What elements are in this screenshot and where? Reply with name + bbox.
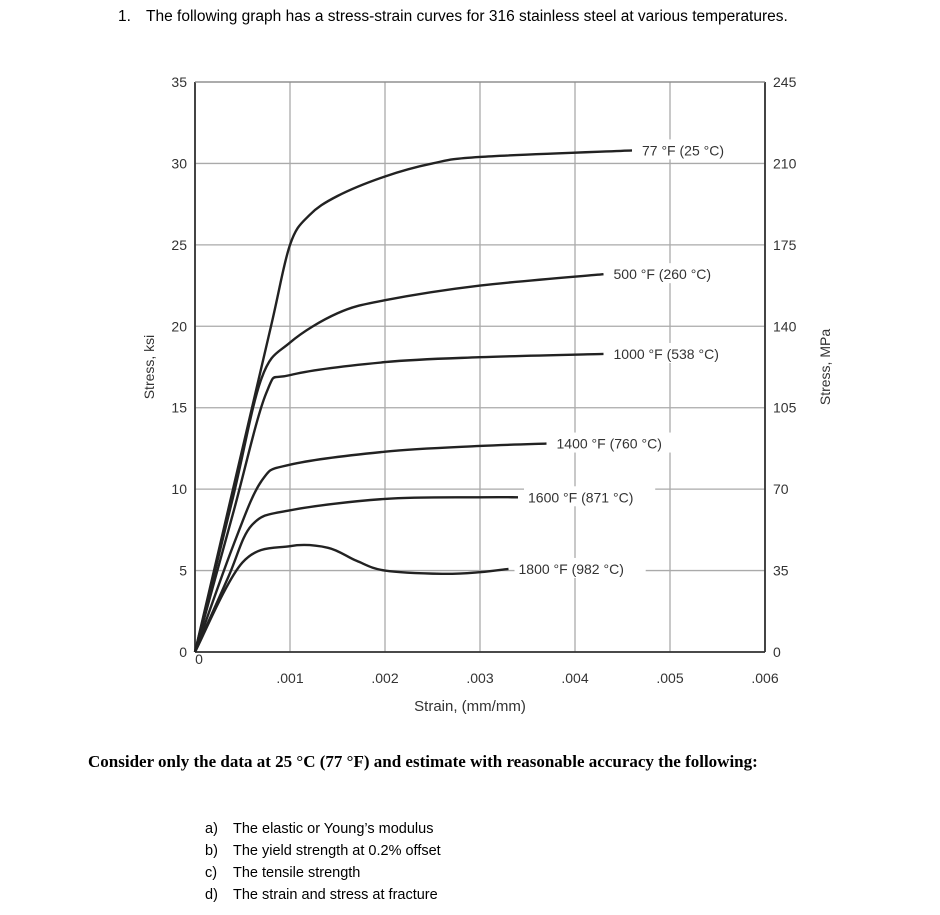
part-letter: b) xyxy=(205,843,218,859)
part-text: The strain and stress at fracture xyxy=(233,887,438,903)
y-tick-label-left: 15 xyxy=(171,399,187,416)
y-tick-label-left: 25 xyxy=(171,236,187,253)
part-item xyxy=(205,884,441,906)
y-tick-label-left: 5 xyxy=(179,562,187,579)
part-letter: a) xyxy=(205,821,218,837)
part-item xyxy=(205,840,441,862)
series-label: 1800 °F (982 °C) xyxy=(518,560,624,577)
x-tick-label: .004 xyxy=(561,670,589,686)
part-letter: c) xyxy=(205,865,218,881)
part-text: The yield strength at 0.2% offset xyxy=(233,843,441,859)
x-axis-label: Strain, (mm/mm) xyxy=(414,698,526,715)
question-number: 1. xyxy=(118,8,131,25)
series-label: 1400 °F (760 °C) xyxy=(556,435,662,452)
curve-5 xyxy=(195,545,509,652)
part-text: The elastic or Young’s modulus xyxy=(233,821,434,837)
curve-1 xyxy=(195,274,604,652)
series-labels xyxy=(515,139,745,578)
x-tick-label: .002 xyxy=(371,670,399,686)
series-label: 1000 °F (538 °C) xyxy=(613,345,719,362)
series-label: 1600 °F (871 °C) xyxy=(528,489,634,506)
curve-3 xyxy=(195,444,547,652)
y-tick-label-right: 175 xyxy=(773,236,797,253)
y-tick-label-left: 30 xyxy=(171,155,187,172)
x-tick-label: .001 xyxy=(276,670,304,686)
y-tick-label-right: 105 xyxy=(773,399,797,416)
series-label: 500 °F (260 °C) xyxy=(613,266,712,283)
question-text: The following graph has a stress-strain curves for 316 stainless steel at various temperatures. xyxy=(146,8,788,25)
y-tick-label-left: 35 xyxy=(171,74,187,90)
series-label: 77 °F (25 °C) xyxy=(642,142,724,159)
y-tick-label-right: 245 xyxy=(773,74,797,90)
question-parts xyxy=(205,818,441,906)
y-tick-label-right: 70 xyxy=(773,481,789,498)
x-tick-label: .006 xyxy=(751,670,779,686)
y-tick-label-right: 0 xyxy=(773,644,781,660)
part-item xyxy=(205,862,441,884)
instruction-text: Consider only the data at 25 °C (77 °F) and estimate with reasonable accuracy the following: xyxy=(88,752,758,771)
y-tick-label-left: 10 xyxy=(171,481,187,498)
x-tick-label: 0 xyxy=(195,651,203,667)
y-tick-label-left: 20 xyxy=(171,318,187,335)
x-tick-label: .005 xyxy=(656,670,684,686)
y-axis-label-left: Stress, ksi xyxy=(141,334,157,400)
y-tick-label-right: 210 xyxy=(773,155,797,172)
tick-labels xyxy=(171,74,796,686)
y-tick-label-left: 0 xyxy=(179,644,187,660)
part-text: The tensile strength xyxy=(233,865,361,881)
part-item xyxy=(205,818,441,840)
y-tick-label-right: 35 xyxy=(773,562,789,579)
y-tick-label-right: 140 xyxy=(773,318,797,335)
grid xyxy=(195,82,765,652)
x-tick-label: .003 xyxy=(466,670,494,686)
part-letter: d) xyxy=(205,887,218,903)
y-axis-label-right: Stress, MPa xyxy=(817,328,833,406)
